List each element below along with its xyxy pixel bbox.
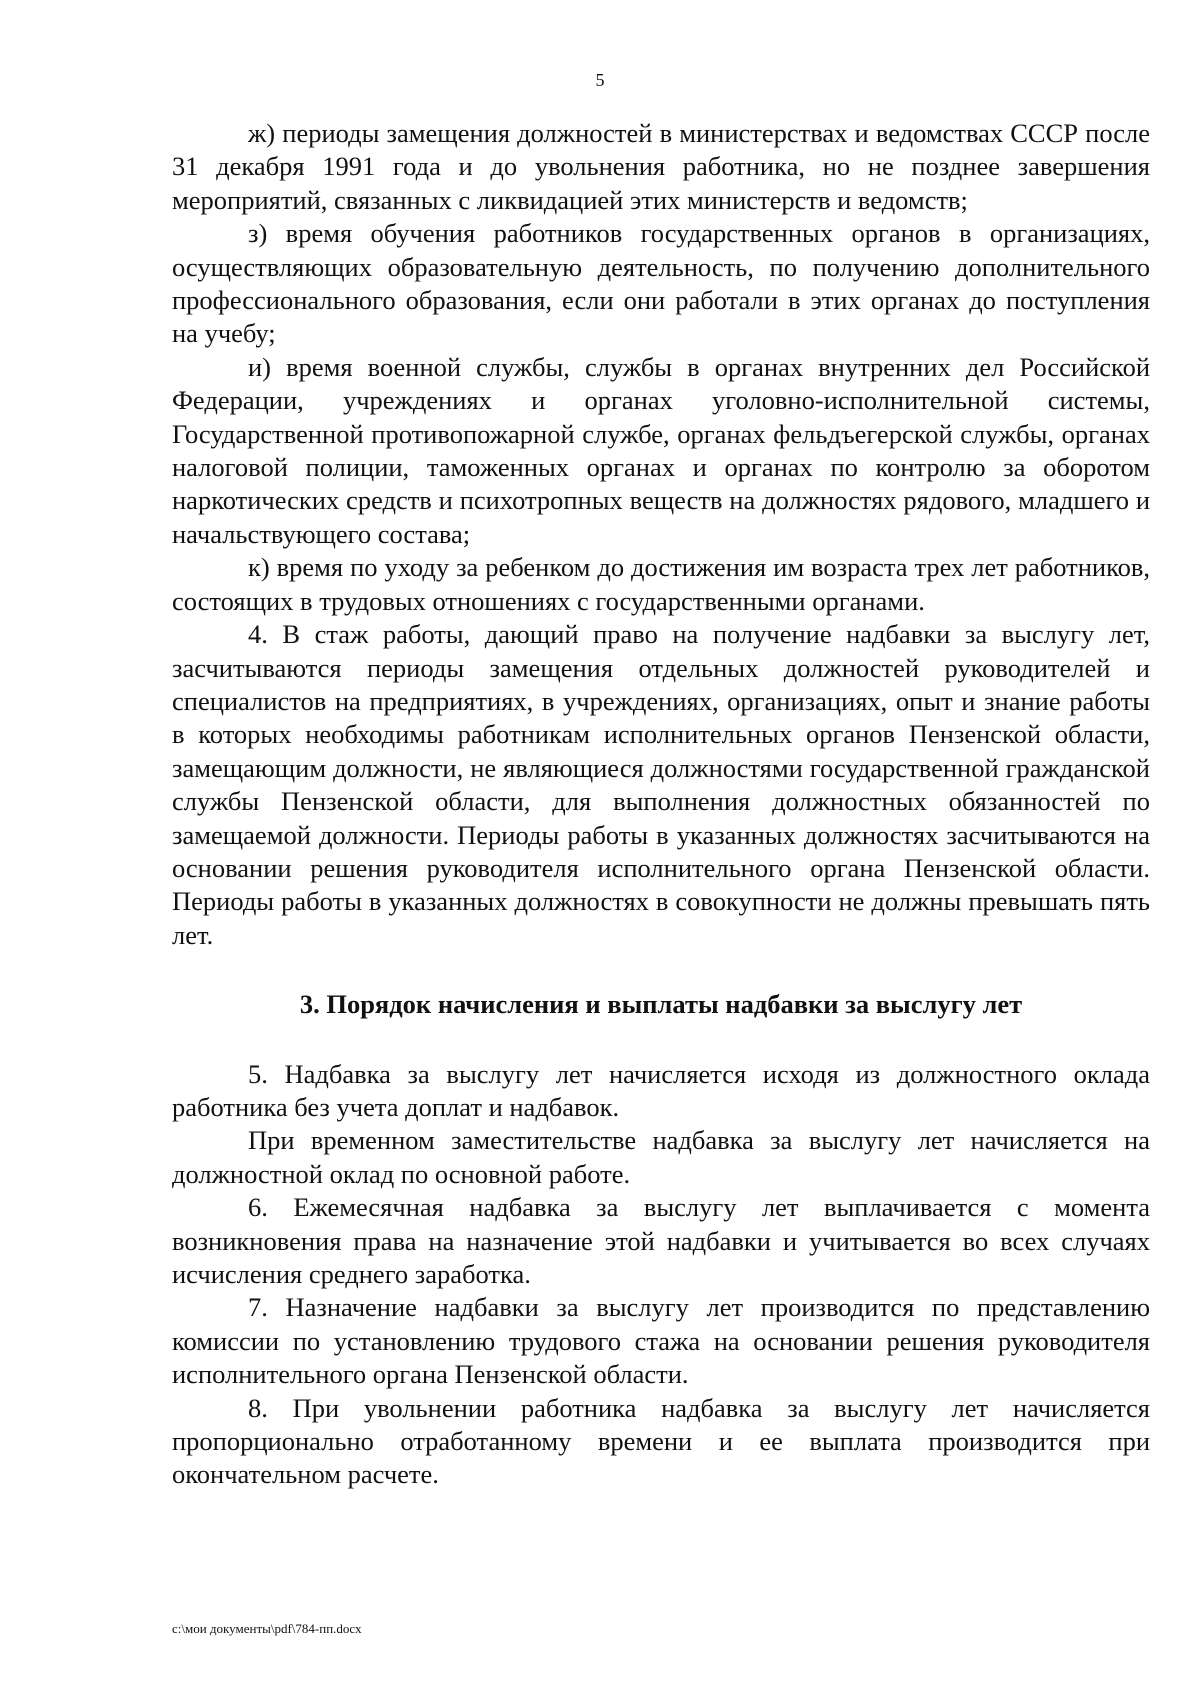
paragraph-5: 5. Надбавка за выслугу лет начисляется исходя из должностного оклада работника без учета доплат и надбавок. [172,1058,1150,1122]
paragraph-4: 4. В стаж работы, дающий право на получение надбавки за выслугу лет, засчитываются периоды замещения отдельных должностей руководителей и специалистов на предприятиях, в учреждениях, организациях, опыт и знание работы в которых необходимы работникам исполнительных органов Пензенской области, замещающим должности, не являющиеся должностями государственной гражданской службы Пензенской области, для выполнения должностных обязанностей по замещаемой должности. Периоды работы в указанных должностях засчитываются на основании решения руководителя исполнительного органа Пензенской области. Периоды работы в указанных должностях в совокупности не должны превышать пять лет. [172,619,1150,950]
section-heading: 3. Порядок начисления и выплаты надбавки за выслугу лет [299,989,1023,1020]
paragraph-i: и) время военной службы, службы в органах внутренних дел Российской Федерации, учреждениях и органах уголовно-исполнительной системы, Государственной противопожарной службе, органах фельдъегерской службы, органах налоговой полиции, таможенных органах и органах по контролю за оборотом наркотических средств и психотропных веществ на должностях рядового, младшего и начальствующего состава; [172,351,1150,549]
paragraph-z: з) время обучения работников государственных органов в организациях, осуществляющих образовательную деятельность, по получению дополнительного профессионального образования, если они работали в этих органах до поступления на учебу; [172,218,1150,349]
document-body [172,117,1150,1492]
paragraph-7: 7. Назначение надбавки за выслугу лет производится по представлению комиссии по установлению трудового стажа на основании решения руководителя исполнительного органа Пензенской области. [172,1292,1150,1390]
paragraph-6: 6. Ежемесячная надбавка за выслугу лет выплачивается с момента возникновения права на назначение этой надбавки и учитывается во всех случаях исчисления среднего заработка. [172,1192,1150,1289]
paragraph-temporary: При временном заместительстве надбавка за выслугу лет начисляется на должностной оклад по основной работе. [172,1125,1150,1189]
paragraph-zh: ж) периоды замещения должностей в министерствах и ведомствах СССР после 31 декабря 1991 года и до увольнения работника, но не позднее завершения мероприятий, связанных с ликвидацией этих министерств и ведомств; [172,118,1150,215]
footer-file-path: c:\мои документы\pdf\784-пп.docx [172,1621,362,1636]
paragraph-k: к) время по уходу за ребенком до достижения им возраста трех лет работников, состоящих в трудовых отношениях с государственными органами. [172,552,1150,616]
page-number: 5 [595,70,605,90]
paragraph-8: 8. При увольнении работника надбавка за выслугу лет начисляется пропорционально отработанному времени и ее выплата производится при окончательном расчете. [172,1392,1150,1490]
